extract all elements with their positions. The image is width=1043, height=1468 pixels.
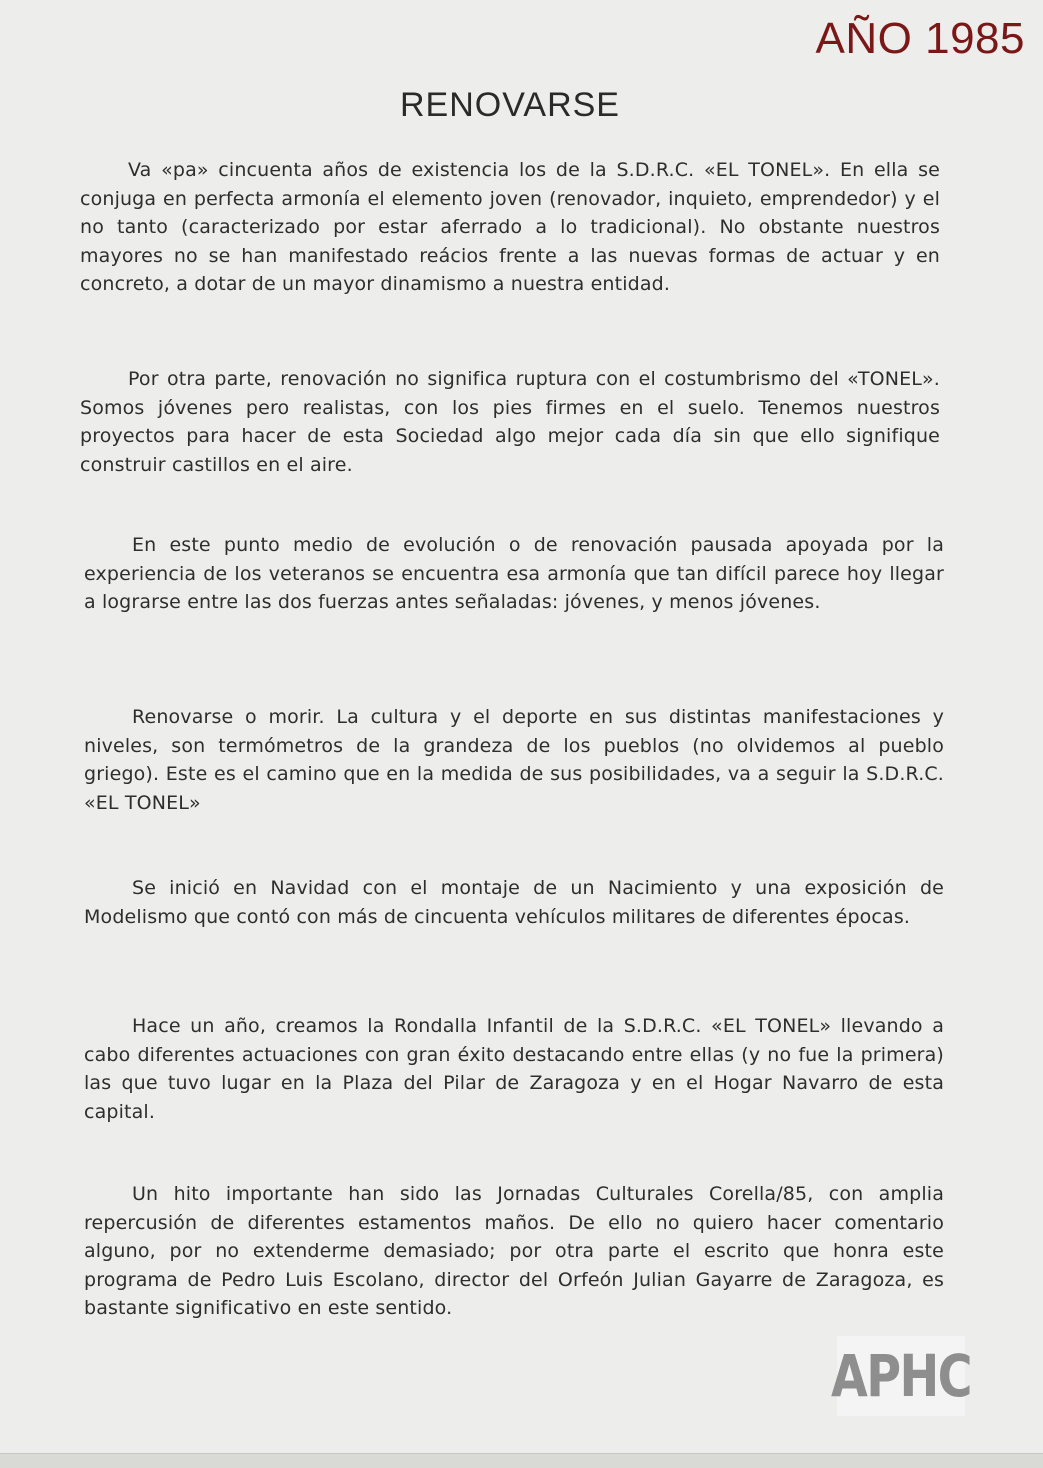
paragraph-7: Un hito importante han sido las Jornadas Culturales Corella/85, con amplia repercusión de diferentes estamentos maños. De ello no quiero hacer comentario alguno, por no extenderme demasiado; por otra parte el escrito que honra este programa de Pedro Luis Escolano, director del Orfeón Julian Gayarre de Zaragoza, es bastante significativo en este sentido. [84,1183,944,1319]
paragraph-5: Se inició en Navidad con el montaje de un Nacimiento y una exposición de Modelismo que contó con más de cincuenta vehículos militares de diferentes épocas. [84,877,944,928]
page-bottom-edge [0,1453,1043,1468]
paragraph-4: Renovarse o morir. La cultura y el deporte en sus distintas manifestaciones y niveles, son termómetros de la grandeza de los pueblos (no olvidemos al pueblo griego). Este es el camino que en la medida de sus posibilidades, va a seguir la S.D.R.C. «EL TONEL» [84,706,944,814]
year-stamp: AÑO 1985 [815,14,1025,63]
paragraph-1: Va «pa» cincuenta años de existencia los de la S.D.R.C. «EL TONEL». En ella se conjuga en perfecta armonía el elemento joven (renovador, inquieto, emprendedor) y el no tanto (caracterizado por estar aferrado a lo tradicional). No obstante nuestros mayores no se han manifestado reácios frente a las nuevas formas de actuar y en concreto, a dotar de un mayor dinamismo a nuestra entidad. [80,159,940,295]
page-title: RENOVARSE [400,86,620,124]
paragraph-2: Por otra parte, renovación no significa ruptura con el costumbrismo del «TONEL». Somos jóvenes pero realistas, con los pies firmes en el suelo. Tenemos nuestros proyectos para hacer de esta Sociedad algo mejor cada día sin que ello signifique construir castillos en el aire. [80,368,940,476]
aphc-watermark-logo: APHC [837,1336,965,1416]
paragraph-3: En este punto medio de evolución o de renovación pausada apoyada por la experiencia de los veteranos se encuentra esa armonía que tan difícil parece hoy llegar a lograrse entre las dos fuerzas antes señaladas: jóvenes, y menos jóvenes. [84,534,944,613]
paragraph-6: Hace un año, creamos la Rondalla Infantil de la S.D.R.C. «EL TONEL» llevando a cabo diferentes actuaciones con gran éxito destacando entre ellas (y no fue la primera) las que tuvo lugar en la Plaza del Pilar de Zaragoza y en el Hogar Navarro de esta capital. [84,1015,944,1123]
